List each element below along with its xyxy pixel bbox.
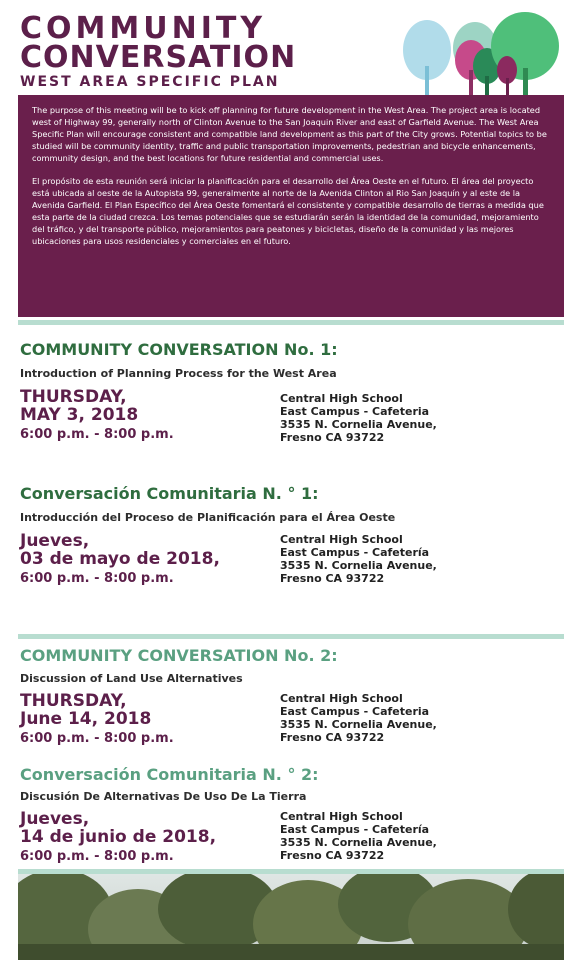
meeting-location	[280, 392, 437, 444]
forest-photo	[18, 874, 564, 960]
location-school: Central High School	[280, 692, 403, 705]
title-line-conversation: CONVERSATION	[20, 40, 297, 75]
divider-bar	[18, 320, 564, 325]
meeting-location	[280, 810, 437, 862]
location-city: Fresno CA 93722	[280, 431, 385, 444]
meeting-date-text: 14 de junio de 2018,	[20, 827, 217, 847]
meeting-location	[280, 533, 437, 585]
intro-english: The purpose of this meeting will be to kick off planning for future development in the West Area. The project area is located west of Highway 99, generally north of Clinton Avenue to the San Joaquin River and east of Garfield Avenue. The West Area Specific Plan will encourage consistent and compatible land development as this part of the City grows. Potential topics to be studied will be community identity, traffic and public transportation improvements, pedestrian and bicycle enhancements, community design, and the best locations for future residential and commercial uses.	[32, 105, 547, 163]
meeting-title: COMMUNITY CONVERSATION No. 1:	[20, 340, 338, 359]
trees-logo	[395, 8, 575, 98]
intro-spanish: El propósito de esta reunión será iniciar la planificación para el desarrollo del Área Oeste en el futuro. El área del proyecto está ubicada al oeste de la Autopista 99, generalmente al norte de la Avenida Clinton al Rio San Joaquín y al este de la Avenida Garfield. El Plan Específico del Área Oeste fomentará el consistente y compatible desarrollo de tierras a medida que esta parte de la ciudad crezca. Los temas potenciales que se estudiarán serán la identidad de la comunidad, mejoramiento del tráfico, y del transporte público, mejoramientos para peatones y bicicletas, diseño de la comunidad y las mejores ubicaciones para usos residenciales y comerciales en el futuro.	[32, 176, 544, 246]
meeting-subtitle: Discusión De Alternativas De Uso De La Tierra	[20, 790, 307, 803]
meeting-subtitle: Discussion of Land Use Alternatives	[20, 672, 243, 685]
meeting-date	[20, 532, 220, 588]
location-city: Fresno CA 93722	[280, 572, 385, 585]
meeting-location	[280, 692, 437, 744]
title-line-community: COMMUNITY	[20, 11, 267, 46]
meeting-day: THURSDAY,	[20, 387, 127, 407]
meeting-day: Jueves,	[20, 531, 90, 551]
meeting-title: COMMUNITY CONVERSATION No. 2:	[20, 646, 338, 665]
location-school: Central High School	[280, 533, 403, 546]
divider-bar	[18, 634, 564, 639]
location-street: 3535 N. Cornelia Avenue,	[280, 718, 437, 731]
location-school: Central High School	[280, 810, 403, 823]
location-street: 3535 N. Cornelia Avenue,	[280, 559, 437, 572]
meeting-date-text: June 14, 2018	[20, 709, 152, 729]
meeting-title: Conversación Comunitaria N. ° 2:	[20, 765, 319, 784]
meeting-date	[20, 388, 174, 444]
meeting-date-text: 03 de mayo de 2018,	[20, 549, 220, 569]
meeting-date-text: MAY 3, 2018	[20, 405, 139, 425]
meeting-day: THURSDAY,	[20, 691, 127, 711]
location-street: 3535 N. Cornelia Avenue,	[280, 418, 437, 431]
location-city: Fresno CA 93722	[280, 849, 385, 862]
location-city: Fresno CA 93722	[280, 731, 385, 744]
meeting-time: 6:00 p.m. - 8:00 p.m.	[20, 571, 174, 586]
meeting-date	[20, 810, 216, 866]
meeting-title: Conversación Comunitaria N. ° 1:	[20, 484, 319, 503]
location-school: Central High School	[280, 392, 403, 405]
intro-box	[18, 95, 564, 317]
title-subtitle: WEST AREA SPECIFIC PLAN	[20, 74, 280, 90]
meeting-time: 6:00 p.m. - 8:00 p.m.	[20, 731, 174, 746]
meeting-subtitle: Introduction of Planning Process for the West Area	[20, 367, 337, 380]
meeting-subtitle: Introducción del Proceso de Planificación para el Área Oeste	[20, 511, 396, 524]
location-building: East Campus - Cafeteria	[280, 405, 430, 418]
location-building: East Campus - Cafeteria	[280, 705, 430, 718]
meeting-day: Jueves,	[20, 809, 90, 829]
location-building: East Campus - Cafetería	[280, 823, 430, 836]
meeting-date	[20, 692, 174, 748]
meeting-time: 6:00 p.m. - 8:00 p.m.	[20, 849, 174, 864]
meeting-time: 6:00 p.m. - 8:00 p.m.	[20, 427, 174, 442]
location-street: 3535 N. Cornelia Avenue,	[280, 836, 437, 849]
location-building: East Campus - Cafetería	[280, 546, 430, 559]
